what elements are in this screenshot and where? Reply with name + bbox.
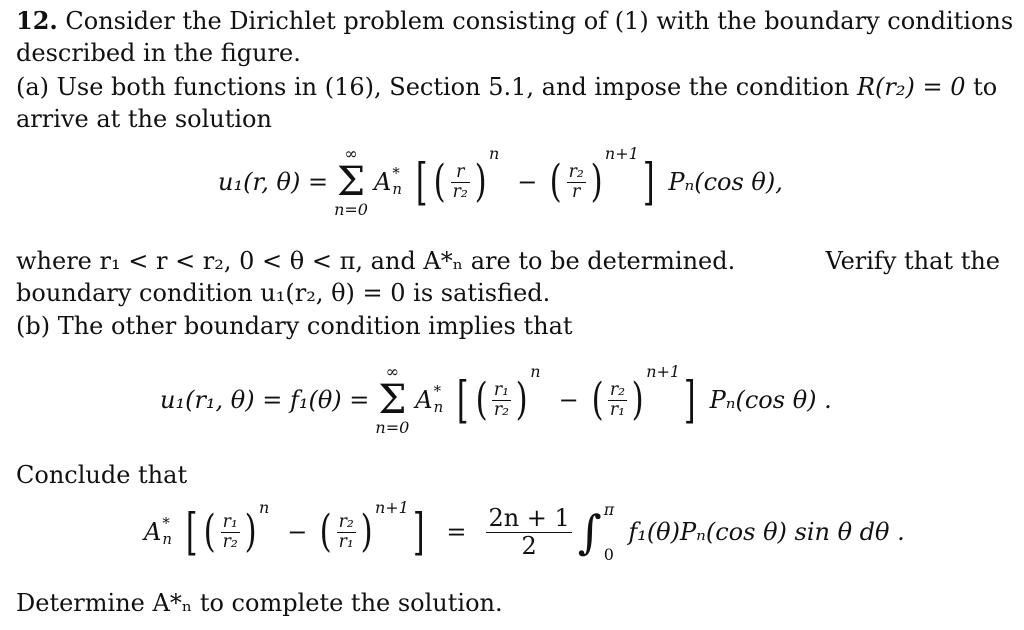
part-b-line: (b) The other boundary condition implies that: [16, 312, 573, 340]
problem-intro-line2: described in the figure.: [16, 39, 301, 67]
eq2-tail: Pₙ(cos θ) .: [709, 386, 832, 414]
eq1-summation: [334, 146, 368, 218]
eq1-coef: A: [373, 168, 392, 196]
determine-line: Determine A*ₙ to complete the solution.: [16, 589, 503, 617]
eq2-t1-den: r₂: [493, 399, 510, 420]
part-a-text: (a) Use both functions in (16), Section 5.1, and impose the condition: [16, 73, 857, 101]
eq1-sum-lower: n=0: [334, 200, 368, 219]
eq3-t2-power: n+1: [374, 498, 409, 517]
problem-intro-line1: [16, 6, 1013, 36]
eq2-coef: A: [415, 386, 433, 414]
right-bracket: ]: [412, 503, 425, 561]
eq2-t2-den: r₁: [609, 399, 626, 420]
right-bracket: ]: [684, 371, 696, 429]
right-paren: ): [474, 156, 487, 207]
where-text: where r₁ < r < r₂, 0 < θ < π, and A*ₙ are to be determined.: [16, 247, 736, 275]
equation-u1-solution: [218, 146, 783, 218]
eq2-t1-power: n: [530, 362, 541, 381]
left-paren: (: [434, 156, 447, 207]
eq2-sum-lower: n=0: [375, 418, 410, 437]
eq1-sum-upper: ∞: [344, 144, 358, 163]
eq1-t1-den: r₂: [452, 181, 468, 202]
eq3-coef-sub: n: [162, 530, 172, 548]
eq3-frac-den: 2: [521, 531, 537, 560]
equation-coefficient-integral: [144, 500, 905, 564]
left-bracket: [: [185, 503, 198, 561]
eq1-coef-indices: [392, 166, 402, 197]
eq3-minus: −: [287, 518, 308, 546]
left-paren: (: [319, 506, 333, 557]
eq3-term2-fraction: [337, 513, 356, 552]
part-a-line1: [16, 72, 997, 102]
eq3-integrand: f₁(θ)Pₙ(cos θ) sin θ dθ .: [628, 518, 905, 546]
eq2-minus: −: [558, 386, 579, 414]
part-a-condition: R(r₂) = 0: [856, 73, 966, 101]
eq1-lhs: u₁(r, θ) =: [218, 168, 329, 196]
eq2-coef-sub: n: [433, 398, 444, 416]
eq3-t1-den: r₂: [222, 531, 238, 552]
right-bracket: ]: [642, 153, 655, 211]
right-paren: ): [590, 156, 603, 207]
eq3-coef-indices: [162, 516, 172, 547]
eq3-term1-fraction: [221, 513, 240, 552]
right-paren: ): [360, 506, 373, 557]
eq1-t2-num: r₂: [568, 161, 584, 182]
eq1-t1-power: n: [488, 144, 500, 163]
eq1-coef-star: *: [392, 164, 400, 183]
eq1-tail: Pₙ(cos θ),: [668, 168, 783, 196]
eq3-integral: [578, 500, 614, 564]
eq1-t1-num: r: [456, 161, 465, 182]
eq2-coef-star: *: [433, 382, 442, 401]
eq3-prefactor-fraction: [486, 505, 571, 559]
eq3-int-upper: π: [603, 500, 615, 519]
eq2-lhs: u₁(r₁, θ) = f₁(θ) =: [160, 386, 370, 414]
right-paren: ): [515, 374, 528, 425]
eq1-minus: −: [517, 168, 538, 196]
eq2-coef-indices: [434, 384, 444, 415]
eq3-t2-den: r₁: [338, 531, 354, 552]
sigma-symbol: Σ: [378, 377, 407, 423]
eq3-equals: =: [446, 518, 467, 546]
eq1-t2-power: n+1: [604, 144, 639, 163]
left-paren: (: [549, 156, 562, 207]
left-paren: (: [475, 374, 488, 425]
part-a-text-end: to: [965, 73, 998, 101]
eq2-term1-fraction: [492, 381, 511, 420]
eq3-frac-num: 2n + 1: [488, 504, 570, 533]
eq1-term1-fraction: [451, 163, 470, 202]
eq3-t1-power: n: [258, 498, 270, 517]
where-line: [16, 246, 1000, 276]
equation-boundary-condition: [160, 364, 832, 436]
problem-intro-text: Consider the Dirichlet problem consisting of (1) with the boundary conditions: [65, 7, 1014, 35]
left-bracket: [: [457, 371, 469, 429]
verify-text: Verify that the: [825, 247, 1000, 275]
eq2-summation: [375, 364, 409, 436]
eq3-t1-num: r₁: [222, 511, 238, 532]
eq1-coef-sub: n: [392, 180, 402, 198]
right-paren: ): [631, 374, 644, 425]
eq2-t2-num: r₂: [609, 379, 626, 400]
left-paren: (: [204, 506, 217, 557]
eq3-coef: A: [144, 518, 162, 546]
eq1-term2-fraction: [567, 163, 586, 202]
eq3-t2-num: r₂: [338, 511, 354, 532]
left-paren: (: [591, 374, 604, 425]
eq2-t2-power: n+1: [646, 362, 681, 381]
part-a-line2: arrive at the solution: [16, 105, 272, 133]
eq3-coef-star: *: [162, 514, 170, 533]
sigma-symbol: Σ: [336, 159, 366, 205]
problem-number: 12.: [16, 6, 58, 35]
right-paren: ): [244, 506, 257, 557]
left-bracket: [: [415, 153, 428, 211]
boundary-line: boundary condition u₁(r₂, θ) = 0 is satisfied.: [16, 279, 551, 307]
eq3-int-lower: 0: [603, 545, 614, 564]
conclude-line: Conclude that: [16, 461, 188, 489]
eq2-t1-num: r₁: [493, 379, 510, 400]
eq2-term2-fraction: [608, 381, 627, 420]
eq2-sum-upper: ∞: [385, 362, 399, 381]
eq1-t2-den: r: [572, 181, 581, 202]
integral-symbol: ∫: [577, 505, 602, 559]
